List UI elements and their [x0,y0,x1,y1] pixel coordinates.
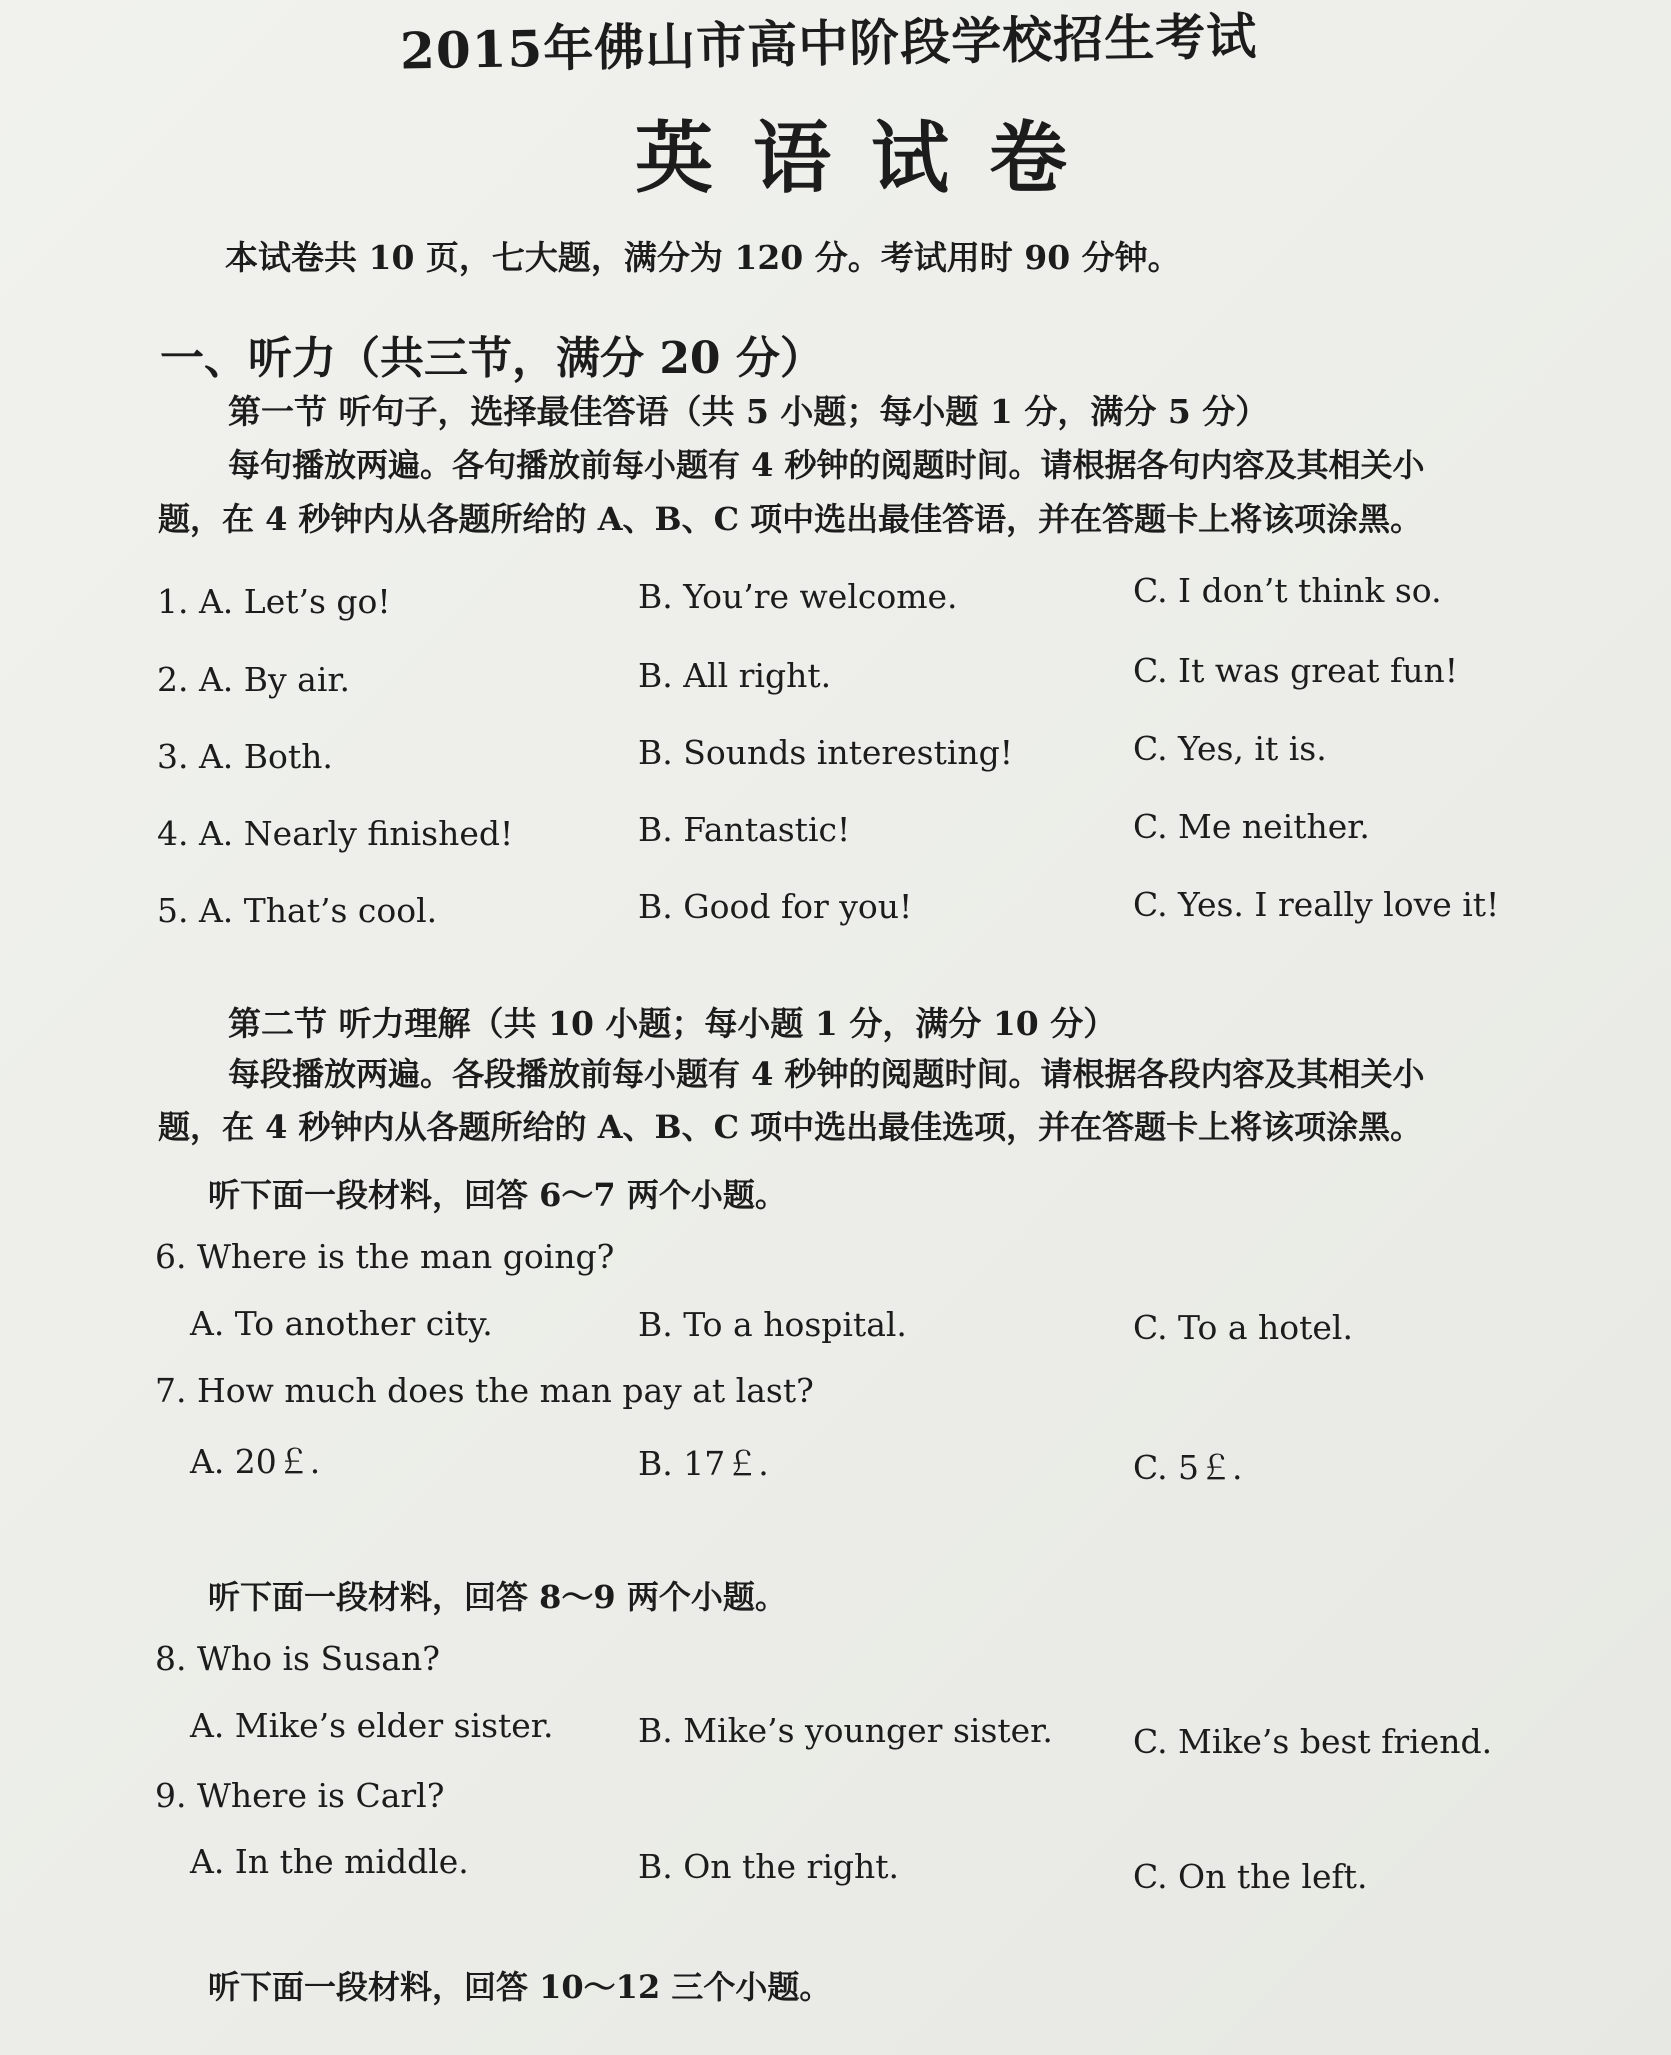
part2-heading: 第二节 听力理解（共 10 小题；每小题 1 分，满分 10 分） [228,1004,1117,1043]
q7-option-a: A. 20￡. [190,1442,321,1481]
exam-subtitle: 英语试卷 [635,113,1108,204]
q7-option-b: B. 17￡. [638,1444,769,1483]
q3-option-c: C. Yes, it is. [1133,729,1327,768]
group-heading-q8-9: 听下面一段材料，回答 8～9 两个小题。 [208,1578,787,1616]
exam-intro: 本试卷共 10 页，七大题，满分为 120 分。考试用时 90 分钟。 [225,238,1181,277]
q8-option-a: A. Mike’s elder sister. [190,1706,554,1745]
q7-option-c: C. 5￡. [1133,1448,1243,1487]
q6-option-a: A. To another city. [190,1304,493,1343]
part2-instruction-line1: 每段播放两遍。各段播放前每小题有 4 秒钟的阅题时间。请根据各段内容及其相关小 [228,1055,1425,1093]
q4-option-b: B. Fantastic! [638,810,851,849]
part1-heading: 第一节 听句子，选择最佳答语（共 5 小题；每小题 1 分，满分 5 分） [228,392,1269,431]
part1-instruction-line1: 每句播放两遍。各句播放前每小题有 4 秒钟的阅题时间。请根据各句内容及其相关小 [228,446,1425,484]
q5-option-a: 5. A. That’s cool. [157,891,438,930]
q9-option-c: C. On the left. [1133,1857,1368,1896]
q9-option-b: B. On the right. [638,1847,900,1886]
q8-option-c: C. Mike’s best friend. [1133,1722,1493,1761]
q9-stem: 9. Where is Carl? [155,1776,445,1815]
q2-option-a: 2. A. By air. [157,660,351,699]
group-heading-q10-12: 听下面一段材料，回答 10～12 三个小题。 [208,1968,832,2006]
q9-option-a: A. In the middle. [190,1842,469,1881]
part2-instruction-line2: 题，在 4 秒钟内从各题所给的 A、B、C 项中选出最佳选项，并在答题卡上将该项涂黑。 [158,1108,1423,1146]
group-heading-q6-7: 听下面一段材料，回答 6～7 两个小题。 [208,1176,787,1214]
q4-option-a: 4. A. Nearly finished! [157,814,514,853]
q6-option-c: C. To a hotel. [1133,1308,1353,1347]
q5-option-c: C. Yes. I really love it! [1133,885,1500,924]
q8-option-b: B. Mike’s younger sister. [638,1711,1053,1750]
q3-option-b: B. Sounds interesting! [638,733,1014,772]
exam-title: 2015年佛山市高中阶段学校招生考试 [399,6,1258,81]
part1-instruction-line2: 题，在 4 秒钟内从各题所给的 A、B、C 项中选出最佳答语，并在答题卡上将该项涂黑。 [158,500,1423,538]
q6-option-b: B. To a hospital. [638,1305,907,1344]
section-listening-heading: 一、听力（共三节，满分 20 分） [160,333,824,384]
q1-option-a: 1. A. Let’s go! [157,582,391,621]
q1-option-b: B. You’re welcome. [638,577,958,616]
q2-option-b: B. All right. [638,656,832,695]
q7-stem: 7. How much does the man pay at last? [155,1371,814,1410]
q3-option-a: 3. A. Both. [157,737,333,776]
q5-option-b: B. Good for you! [638,887,913,926]
q8-stem: 8. Who is Susan? [155,1639,440,1678]
q2-option-c: C. It was great fun! [1133,651,1459,690]
q1-option-c: C. I don’t think so. [1133,571,1442,610]
q6-stem: 6. Where is the man going? [155,1237,615,1276]
q4-option-c: C. Me neither. [1133,807,1370,846]
